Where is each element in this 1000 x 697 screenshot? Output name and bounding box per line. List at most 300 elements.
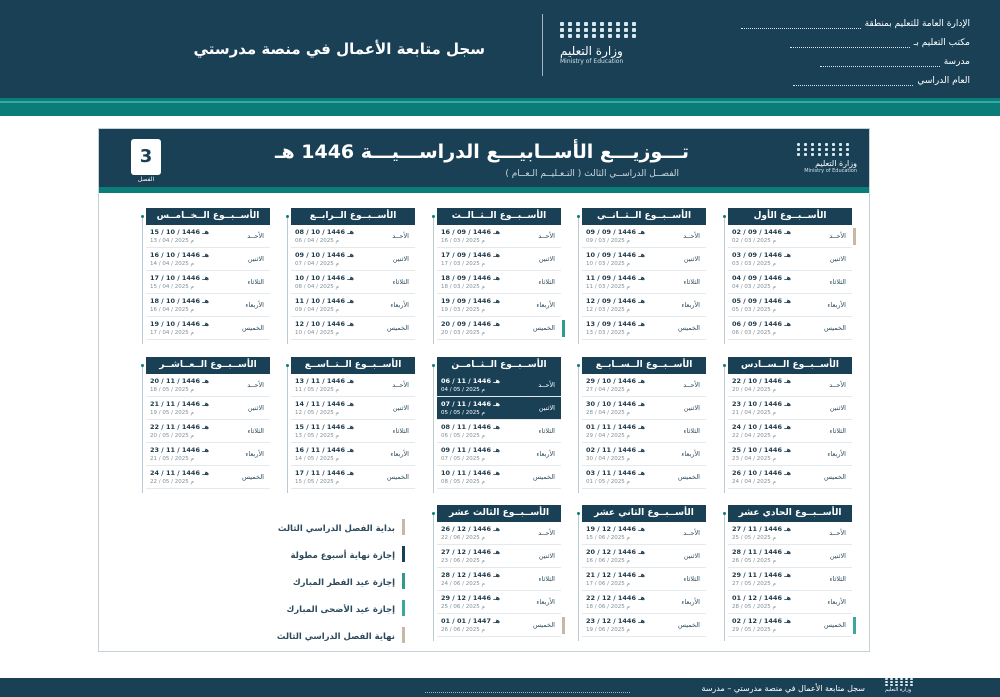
week-block — [437, 357, 561, 489]
gregorian-date: 13 / 03 / 2025 م — [586, 329, 630, 336]
day-name: الاثنين — [392, 404, 409, 412]
gregorian-date: 29 / 04 / 2025 م — [586, 432, 630, 439]
office-row — [730, 29, 970, 48]
gregorian-date: 20 / 04 / 2025 م — [732, 386, 776, 393]
hijri-date: 11 / 10 / 1446 هـ — [295, 296, 354, 305]
day-row — [437, 248, 561, 271]
divider-dot — [577, 364, 580, 367]
hijri-date: 11 / 09 / 1446 هـ — [586, 273, 645, 282]
hijri-date: 10 / 09 / 1446 هـ — [586, 250, 645, 259]
gregorian-date: 23 / 04 / 2025 م — [732, 455, 776, 462]
day-row — [728, 317, 852, 340]
day-dates — [582, 274, 662, 291]
divider-dot — [723, 364, 726, 367]
day-row — [437, 522, 561, 545]
day-row — [146, 466, 270, 489]
day-name: الاثنين — [683, 404, 700, 412]
day-name: الثلاثاء — [392, 278, 409, 286]
hijri-date: 09 / 10 / 1446 هـ — [295, 250, 354, 259]
day-row — [728, 466, 852, 489]
gregorian-date: 20 / 03 / 2025 م — [441, 329, 485, 336]
card-title: تـــوزيـــع الأســابيـــع الدراســـيـــة 1446 هـ — [274, 141, 689, 163]
day-dates — [437, 251, 517, 268]
day-name: الخميس — [242, 473, 264, 481]
day-name: الأحــد — [829, 232, 846, 240]
day-name: الأربعاء — [390, 450, 409, 458]
week-divider — [287, 216, 288, 344]
day-dates — [437, 469, 517, 486]
week-title: الأســبــوع الأول — [728, 208, 852, 225]
day-dates — [582, 228, 662, 245]
hijri-date: 16 / 11 / 1446 هـ — [295, 445, 354, 454]
day-dates — [146, 251, 226, 268]
day-name: الخميس — [533, 621, 555, 629]
day-name: الأحــد — [683, 381, 700, 389]
day-dates — [582, 469, 662, 486]
logo-dots-icon — [560, 22, 638, 38]
day-dates — [437, 320, 517, 337]
hijri-date: 04 / 09 / 1446 هـ — [732, 273, 791, 282]
day-dates — [291, 446, 371, 463]
day-row — [582, 614, 706, 637]
divider-dot — [723, 512, 726, 515]
week-title: الأســبــوع الثالث عشر — [437, 505, 561, 522]
day-name: الاثنين — [683, 255, 700, 263]
gregorian-date: 27 / 05 / 2025 م — [732, 580, 776, 587]
week-divider — [578, 365, 579, 493]
gregorian-date: 03 / 03 / 2025 م — [732, 260, 776, 267]
header-divider — [542, 14, 543, 76]
day-row — [437, 374, 561, 397]
school-info — [730, 10, 970, 86]
day-dates — [728, 469, 808, 486]
gregorian-date: 13 / 04 / 2025 م — [150, 237, 194, 244]
gregorian-date: 14 / 04 / 2025 م — [150, 260, 194, 267]
week-block — [728, 505, 852, 637]
day-dates — [437, 297, 517, 314]
gregorian-date: 15 / 06 / 2025 م — [586, 534, 630, 541]
hijri-date: 23 / 10 / 1446 هـ — [732, 399, 791, 408]
hijri-date: 30 / 10 / 1446 هـ — [586, 399, 645, 408]
day-row — [437, 420, 561, 443]
week-title: الأســبــوع الــســابــع — [582, 357, 706, 374]
divider-dot — [432, 512, 435, 515]
day-row — [728, 522, 852, 545]
day-name: الأربعاء — [536, 598, 555, 606]
week-divider — [142, 216, 143, 344]
day-dates — [728, 594, 808, 611]
hijri-date: 15 / 11 / 1446 هـ — [295, 422, 354, 431]
day-name: الثلاثاء — [538, 278, 555, 286]
hijri-date: 20 / 09 / 1446 هـ — [441, 319, 500, 328]
hijri-date: 28 / 11 / 1446 هـ — [732, 547, 791, 556]
day-row — [728, 294, 852, 317]
legend-label: نهاية الفصل الدراسي الثالث — [276, 631, 395, 642]
day-row — [582, 374, 706, 397]
week-title: الأســبــوع الــرابــع — [291, 208, 415, 225]
week-divider — [724, 513, 725, 641]
day-row — [291, 374, 415, 397]
day-row — [437, 271, 561, 294]
gregorian-date: 02 / 03 / 2025 م — [732, 237, 776, 244]
hijri-date: 09 / 09 / 1446 هـ — [586, 227, 645, 236]
day-row — [291, 225, 415, 248]
day-dates — [437, 228, 517, 245]
school-label: مدرسة — [943, 57, 970, 67]
gregorian-date: 01 / 05 / 2025 م — [586, 478, 630, 485]
hijri-date: 23 / 12 / 1446 هـ — [586, 616, 645, 625]
hijri-date: 13 / 11 / 1446 هـ — [295, 376, 354, 385]
gregorian-date: 11 / 03 / 2025 م — [586, 283, 630, 290]
day-dates — [728, 377, 808, 394]
gregorian-date: 18 / 05 / 2025 م — [150, 386, 194, 393]
logo-dots-icon — [797, 143, 853, 156]
gregorian-date: 28 / 04 / 2025 م — [586, 409, 630, 416]
hijri-date: 19 / 09 / 1446 هـ — [441, 296, 500, 305]
day-row — [146, 271, 270, 294]
week-divider — [724, 216, 725, 344]
day-name: الأربعاء — [245, 450, 264, 458]
gregorian-date: 09 / 03 / 2025 م — [586, 237, 630, 244]
gregorian-date: 18 / 03 / 2025 م — [441, 283, 485, 290]
admin-row — [730, 10, 970, 29]
week-block — [146, 357, 270, 489]
day-name: الاثنين — [683, 552, 700, 560]
day-name: الأربعاء — [681, 301, 700, 309]
day-row — [728, 443, 852, 466]
hijri-date: 08 / 11 / 1446 هـ — [441, 422, 500, 431]
hijri-date: 27 / 12 / 1446 هـ — [441, 547, 500, 556]
day-dates — [146, 423, 226, 440]
day-dates — [582, 594, 662, 611]
day-name: الخميس — [387, 324, 409, 332]
day-name: الثلاثاء — [829, 427, 846, 435]
day-dates — [291, 320, 371, 337]
week-divider — [724, 365, 725, 493]
day-row — [728, 225, 852, 248]
gregorian-date: 09 / 04 / 2025 م — [295, 306, 339, 313]
day-name: الثلاثاء — [247, 278, 264, 286]
gregorian-date: 26 / 05 / 2025 م — [732, 557, 776, 564]
hijri-date: 16 / 09 / 1446 هـ — [441, 227, 500, 236]
day-row — [728, 420, 852, 443]
gregorian-date: 12 / 03 / 2025 م — [586, 306, 630, 313]
day-row — [291, 317, 415, 340]
gregorian-date: 06 / 05 / 2025 م — [441, 432, 485, 439]
gregorian-date: 08 / 04 / 2025 م — [295, 283, 339, 290]
day-dates — [437, 377, 517, 394]
day-dates — [146, 320, 226, 337]
day-row — [437, 397, 561, 420]
divider-dot — [286, 364, 289, 367]
hijri-date: 20 / 11 / 1446 هـ — [150, 376, 209, 385]
day-name: الأحــد — [683, 529, 700, 537]
day-name: الأربعاء — [681, 450, 700, 458]
day-row — [146, 374, 270, 397]
day-dates — [582, 377, 662, 394]
day-dates — [728, 423, 808, 440]
day-name: الثلاثاء — [829, 278, 846, 286]
day-row — [582, 271, 706, 294]
day-name: الثلاثاء — [683, 575, 700, 583]
day-dates — [437, 548, 517, 565]
week-block — [437, 505, 561, 637]
day-row — [146, 225, 270, 248]
event-marker — [562, 617, 565, 634]
week-divider — [578, 513, 579, 641]
gregorian-date: 14 / 05 / 2025 م — [295, 455, 339, 462]
hijri-date: 01 / 01 / 1447 هـ — [441, 616, 500, 625]
day-row — [437, 568, 561, 591]
footer-text: سجل متابعة الأعمال في منصة مدرستي – مدرسة — [701, 684, 865, 693]
hijri-date: 22 / 12 / 1446 هـ — [586, 593, 645, 602]
day-name: الثلاثاء — [683, 278, 700, 286]
gregorian-date: 05 / 05 / 2025 م — [441, 409, 485, 416]
hijri-date: 19 / 10 / 1446 هـ — [150, 319, 209, 328]
day-dates — [437, 617, 517, 634]
hijri-date: 03 / 09 / 1446 هـ — [732, 250, 791, 259]
gregorian-date: 19 / 06 / 2025 م — [586, 626, 630, 633]
day-row — [437, 614, 561, 637]
gregorian-date: 15 / 05 / 2025 م — [295, 478, 339, 485]
day-dates — [437, 571, 517, 588]
day-dates — [291, 297, 371, 314]
day-row — [291, 466, 415, 489]
day-dates — [728, 274, 808, 291]
hijri-date: 10 / 10 / 1446 هـ — [295, 273, 354, 282]
card-logo-arabic: وزارة التعليم — [815, 159, 857, 168]
day-name: الأحــد — [683, 232, 700, 240]
day-dates — [582, 548, 662, 565]
hijri-date: 15 / 10 / 1446 هـ — [150, 227, 209, 236]
week-title: الأســبــوع الــســادس — [728, 357, 852, 374]
day-row — [582, 522, 706, 545]
day-name: الخميس — [824, 621, 846, 629]
day-dates — [582, 617, 662, 634]
divider-dot — [723, 215, 726, 218]
year-label: العام الدراسي — [917, 76, 970, 86]
hijri-date: 28 / 12 / 1446 هـ — [441, 570, 500, 579]
day-name: الأربعاء — [827, 301, 846, 309]
day-dates — [291, 274, 371, 291]
day-dates — [728, 251, 808, 268]
week-block — [146, 208, 270, 340]
day-row — [291, 248, 415, 271]
day-row — [291, 271, 415, 294]
gregorian-date: 25 / 05 / 2025 م — [732, 534, 776, 541]
week-divider — [433, 513, 434, 641]
day-row — [728, 545, 852, 568]
day-name: الثلاثاء — [392, 427, 409, 435]
gregorian-date: 19 / 03 / 2025 م — [441, 306, 485, 313]
day-dates — [582, 423, 662, 440]
hijri-date: 14 / 11 / 1446 هـ — [295, 399, 354, 408]
day-name: الأحــد — [538, 232, 555, 240]
legend-swatch — [402, 627, 405, 643]
day-name: الأحــد — [392, 232, 409, 240]
day-name: الأحــد — [392, 381, 409, 389]
day-name: الخميس — [242, 324, 264, 332]
day-row — [582, 225, 706, 248]
gregorian-date: 22 / 05 / 2025 م — [150, 478, 194, 485]
legend-item — [175, 596, 405, 623]
hijri-date: 21 / 11 / 1446 هـ — [150, 399, 209, 408]
event-marker — [853, 228, 856, 245]
ministry-logo — [560, 22, 650, 82]
day-dates — [146, 469, 226, 486]
day-name: الخميس — [678, 473, 700, 481]
day-name: الاثنين — [538, 552, 555, 560]
day-name: الأحــد — [247, 381, 264, 389]
gregorian-date: 06 / 04 / 2025 م — [295, 237, 339, 244]
gregorian-date: 05 / 03 / 2025 م — [732, 306, 776, 313]
legend-item — [175, 569, 405, 596]
gregorian-date: 24 / 06 / 2025 م — [441, 580, 485, 587]
gregorian-date: 23 / 06 / 2025 م — [441, 557, 485, 564]
day-dates — [146, 274, 226, 291]
hijri-date: 21 / 12 / 1446 هـ — [586, 570, 645, 579]
gregorian-date: 17 / 06 / 2025 م — [586, 580, 630, 587]
day-name: الخميس — [678, 324, 700, 332]
divider-dot — [286, 215, 289, 218]
gregorian-date: 06 / 03 / 2025 م — [732, 329, 776, 336]
day-name: الأربعاء — [827, 598, 846, 606]
gregorian-date: 13 / 05 / 2025 م — [295, 432, 339, 439]
day-name: الثلاثاء — [829, 575, 846, 583]
day-name: الأحــد — [829, 381, 846, 389]
day-dates — [146, 297, 226, 314]
term-number: 3 — [131, 139, 161, 175]
week-block — [728, 208, 852, 340]
hijri-date: 17 / 10 / 1446 هـ — [150, 273, 209, 282]
day-dates — [582, 446, 662, 463]
page-title: سجل متابعة الأعمال في منصة مدرستي — [193, 40, 485, 58]
hijri-date: 18 / 09 / 1446 هـ — [441, 273, 500, 282]
divider-dot — [577, 512, 580, 515]
day-name: الخميس — [533, 324, 555, 332]
day-dates — [437, 274, 517, 291]
day-name: الثلاثاء — [538, 427, 555, 435]
gregorian-date: 11 / 05 / 2025 م — [295, 386, 339, 393]
day-row — [291, 443, 415, 466]
hijri-date: 01 / 11 / 1446 هـ — [586, 422, 645, 431]
hijri-date: 24 / 11 / 1446 هـ — [150, 468, 209, 477]
day-dates — [582, 571, 662, 588]
hijri-date: 02 / 11 / 1446 هـ — [586, 445, 645, 454]
legend-item — [175, 623, 405, 650]
legend — [175, 515, 405, 650]
day-row — [146, 248, 270, 271]
day-row — [146, 397, 270, 420]
day-dates — [146, 400, 226, 417]
day-row — [291, 420, 415, 443]
day-dates — [728, 400, 808, 417]
week-block — [291, 208, 415, 340]
hijri-date: 06 / 11 / 1446 هـ — [441, 376, 500, 385]
gregorian-date: 21 / 04 / 2025 م — [732, 409, 776, 416]
day-name: الخميس — [824, 324, 846, 332]
day-row — [437, 294, 561, 317]
gregorian-date: 08 / 05 / 2025 م — [441, 478, 485, 485]
day-dates — [582, 320, 662, 337]
week-title: الأســبــوع الثاني عشر — [582, 505, 706, 522]
admin-label: الإدارة العامة للتعليم بمنطقة — [864, 19, 970, 29]
legend-swatch — [402, 573, 405, 589]
week-block — [582, 505, 706, 637]
school-row — [730, 48, 970, 67]
hijri-date: 12 / 10 / 1446 هـ — [295, 319, 354, 328]
week-title: الأســبــوع الحادي عشر — [728, 505, 852, 522]
hijri-date: 17 / 11 / 1446 هـ — [295, 468, 354, 477]
week-title: الأســبــوع الــخــامــس — [146, 208, 270, 225]
day-row — [582, 545, 706, 568]
day-row — [582, 568, 706, 591]
hijri-date: 10 / 11 / 1446 هـ — [441, 468, 500, 477]
day-row — [437, 443, 561, 466]
footer-dots — [425, 692, 630, 693]
gregorian-date: 27 / 04 / 2025 م — [586, 386, 630, 393]
day-dates — [291, 469, 371, 486]
hijri-date: 24 / 10 / 1446 هـ — [732, 422, 791, 431]
gregorian-date: 16 / 06 / 2025 م — [586, 557, 630, 564]
gregorian-date: 19 / 05 / 2025 م — [150, 409, 194, 416]
day-row — [728, 271, 852, 294]
day-name: الخميس — [533, 473, 555, 481]
day-dates — [291, 377, 371, 394]
gregorian-date: 25 / 06 / 2025 م — [441, 603, 485, 610]
gregorian-date: 22 / 04 / 2025 م — [732, 432, 776, 439]
hijri-date: 16 / 10 / 1446 هـ — [150, 250, 209, 259]
day-row — [146, 420, 270, 443]
day-name: الأربعاء — [681, 598, 700, 606]
day-dates — [728, 228, 808, 245]
logo-arabic: وزارة التعليم — [560, 44, 623, 58]
day-row — [728, 614, 852, 637]
day-dates — [728, 617, 808, 634]
day-name: الخميس — [387, 473, 409, 481]
day-name: الأربعاء — [827, 450, 846, 458]
day-name: الاثنين — [392, 255, 409, 263]
day-row — [582, 466, 706, 489]
week-block — [437, 208, 561, 340]
gregorian-date: 04 / 03 / 2025 م — [732, 283, 776, 290]
hijri-date: 23 / 11 / 1446 هـ — [150, 445, 209, 454]
day-dates — [291, 228, 371, 245]
day-name: الاثنين — [247, 255, 264, 263]
card-subtitle: الفصــل الدراســي الثالث ( التـعـليــم الـعــام ) — [505, 169, 679, 179]
hijri-date: 03 / 11 / 1446 هـ — [586, 468, 645, 477]
gregorian-date: 17 / 03 / 2025 م — [441, 260, 485, 267]
gregorian-date: 20 / 05 / 2025 م — [150, 432, 194, 439]
day-dates — [728, 548, 808, 565]
hijri-date: 01 / 12 / 1446 هـ — [732, 593, 791, 602]
week-title: الأســبــوع الــعــاشــر — [146, 357, 270, 374]
day-name: الأربعاء — [536, 301, 555, 309]
gregorian-date: 17 / 04 / 2025 م — [150, 329, 194, 336]
divider-dot — [432, 215, 435, 218]
hijri-date: 07 / 11 / 1446 هـ — [441, 399, 500, 408]
hijri-date: 26 / 12 / 1446 هـ — [441, 524, 500, 533]
week-divider — [433, 216, 434, 344]
day-row — [437, 466, 561, 489]
divider-dot — [141, 215, 144, 218]
legend-label: إجازة نهاية أسبوع مطولة — [290, 550, 395, 561]
hijri-date: 25 / 10 / 1446 هـ — [732, 445, 791, 454]
week-divider — [433, 365, 434, 493]
day-name: الثلاثاء — [538, 575, 555, 583]
legend-swatch — [402, 600, 405, 616]
day-name: الاثنين — [538, 404, 555, 412]
